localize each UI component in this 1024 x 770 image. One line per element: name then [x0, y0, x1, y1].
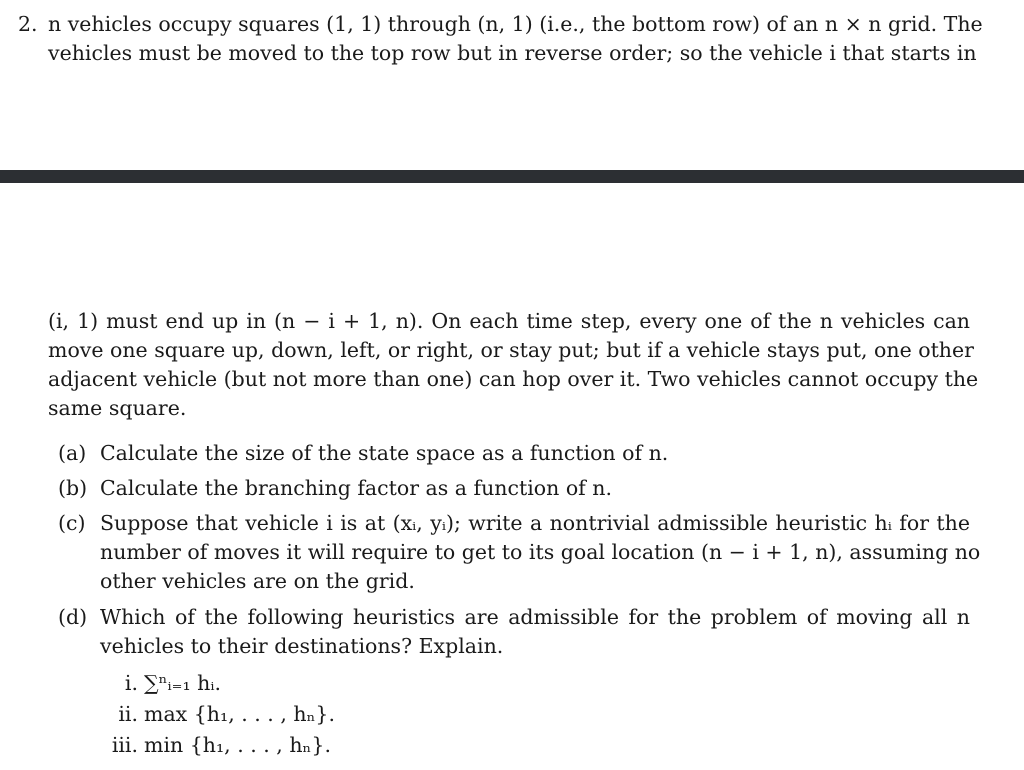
part-d-line-2: vehicles to their destinations? Explain. — [100, 634, 504, 658]
problem-body — [48, 307, 979, 423]
body-line-4: same square. — [48, 396, 187, 420]
part-d-label: (d) — [58, 605, 88, 629]
part-b-line-1: Calculate the branching factor as a function of n. — [100, 476, 613, 500]
page-divider — [0, 170, 1024, 183]
intro-line-1: n vehicles occupy squares (1, 1) through (n, 1) (i.e., the bottom row) of an n × n grid. The — [48, 12, 983, 36]
body-line-2: move one square up, down, left, or right, or stay put; but if a vehicle stays put, one other — [48, 338, 974, 362]
problem-number: 2. — [18, 12, 38, 36]
option-iii-label: iii. — [111, 733, 138, 757]
option-ii-expr: max {h₁, . . . , hₙ}. — [144, 702, 335, 726]
option-i-label: i. — [124, 671, 138, 695]
option-ii-label: ii. — [118, 702, 138, 726]
page-top-section — [0, 0, 1024, 170]
problem-intro — [48, 10, 983, 68]
part-a-label: (a) — [58, 441, 87, 465]
part-c-line-1: Suppose that vehicle i is at (xᵢ, yᵢ); write a nontrivial admissible heuristic hᵢ for the — [100, 511, 970, 535]
part-a-line-1: Calculate the size of the state space as a function of n. — [100, 441, 669, 465]
part-d-line-1: Which of the following heuristics are admissible for the problem of moving all n — [100, 605, 970, 629]
part-b-label: (b) — [58, 476, 88, 500]
option-iii-expr: min {h₁, . . . , hₙ}. — [144, 733, 331, 757]
option-i-expr: ∑ⁿᵢ₌₁ hᵢ. — [144, 671, 222, 695]
body-line-1: (i, 1) must end up in (n − i + 1, n). On each time step, every one of the n vehicles can — [48, 309, 970, 333]
part-c-line-3: other vehicles are on the grid. — [100, 569, 415, 593]
body-line-3: adjacent vehicle (but not more than one) can hop over it. Two vehicles cannot occupy the — [48, 367, 979, 391]
part-c-label: (c) — [58, 511, 86, 535]
part-c-line-2: number of moves it will require to get to its goal location (n − i + 1, n), assuming no — [100, 540, 981, 564]
intro-line-2: vehicles must be moved to the top row but in reverse order; so the vehicle i that starts in — [48, 41, 977, 65]
